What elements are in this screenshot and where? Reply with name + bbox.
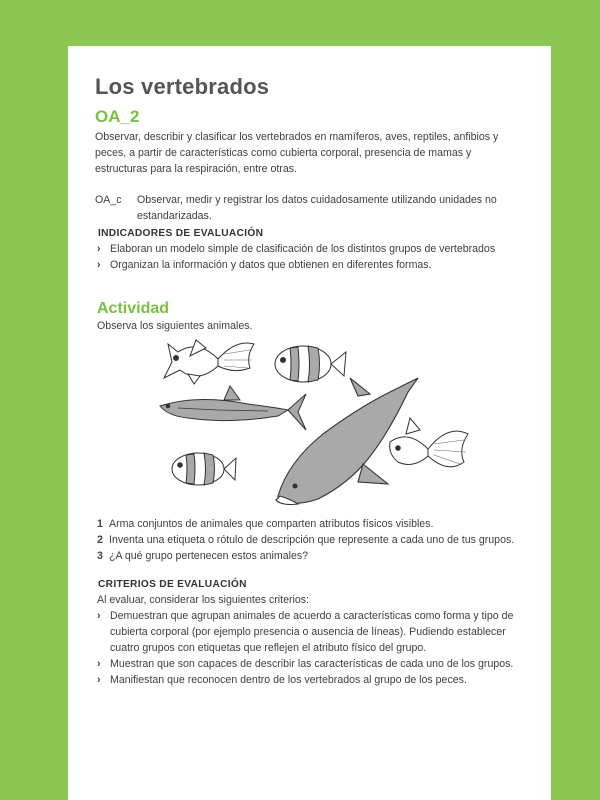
list-item: › Elaboran un modelo simple de clasificación de los distintos grupos de vertebrados: [97, 243, 496, 255]
actividad-intro: Observa los siguientes animales.: [97, 320, 253, 332]
list-item: › Demuestran que agrupan animales de acuerdo a características como forma y tipo de cubierta corporal (por ejemplo presencia o ausencia de líneas). Pudiendo establecer cuatro grupos con etiquetas que reflejen el atributo físico del grupo.: [97, 610, 514, 654]
actividad-heading: Actividad: [97, 300, 170, 317]
indicadores-heading: INDICADORES DE EVALUACIÓN: [98, 228, 264, 239]
butterflyfish-illustration: [275, 346, 346, 382]
criterios-list: [97, 608, 537, 688]
page-title: Los vertebrados: [95, 74, 270, 99]
chevron-right-icon: ›: [97, 243, 101, 255]
task-item: 2 Inventa una etiqueta o rótulo de descripción que represente a cada uno de tus grupos.: [97, 534, 515, 546]
tarpon-illustration: [160, 386, 306, 430]
chevron-right-icon: ›: [97, 610, 101, 622]
actividad-tasks: [97, 516, 537, 564]
goldfish-illustration-2: [390, 418, 468, 467]
criterios-heading: CRITERIOS DE EVALUACIÓN: [98, 579, 247, 590]
task-item: 3 ¿A qué grupo pertenecen estos animales?: [97, 550, 309, 562]
chevron-right-icon: ›: [97, 658, 101, 670]
oac-code: OA_c: [95, 194, 122, 206]
task-item: 1 Arma conjuntos de animales que comparten atributos físicos visibles.: [97, 518, 434, 530]
indicadores-list: [97, 241, 537, 273]
animals-illustration: [158, 334, 478, 514]
oa-code: OA_2: [95, 107, 140, 126]
list-item: › Organizan la información y datos que obtienen en diferentes formas.: [97, 259, 432, 271]
list-item: › Manifiestan que reconocen dentro de los vertebrados al grupo de los peces.: [97, 674, 467, 686]
list-item: › Muestran que son capaces de describir las características de cada uno de los grupos.: [97, 658, 514, 670]
criterios-intro: Al evaluar, considerar los siguientes criterios:: [97, 594, 309, 606]
oac-text: Observar, medir y registrar los datos cuidadosamente utilizando unidades no estandarizadas.: [137, 194, 497, 222]
goldfish-illustration: [164, 340, 254, 384]
worksheet-page: [68, 46, 551, 800]
chevron-right-icon: ›: [97, 259, 101, 271]
oa-description: Observar, describir y clasificar los vertebrados en mamíferos, aves, reptiles, anfibios y peces, a partir de características como cubierta corporal, presencia de mamas y estructuras para la respiración, entre otras.: [95, 131, 499, 175]
chevron-right-icon: ›: [97, 674, 101, 686]
butterflyfish-illustration-2: [172, 453, 236, 485]
